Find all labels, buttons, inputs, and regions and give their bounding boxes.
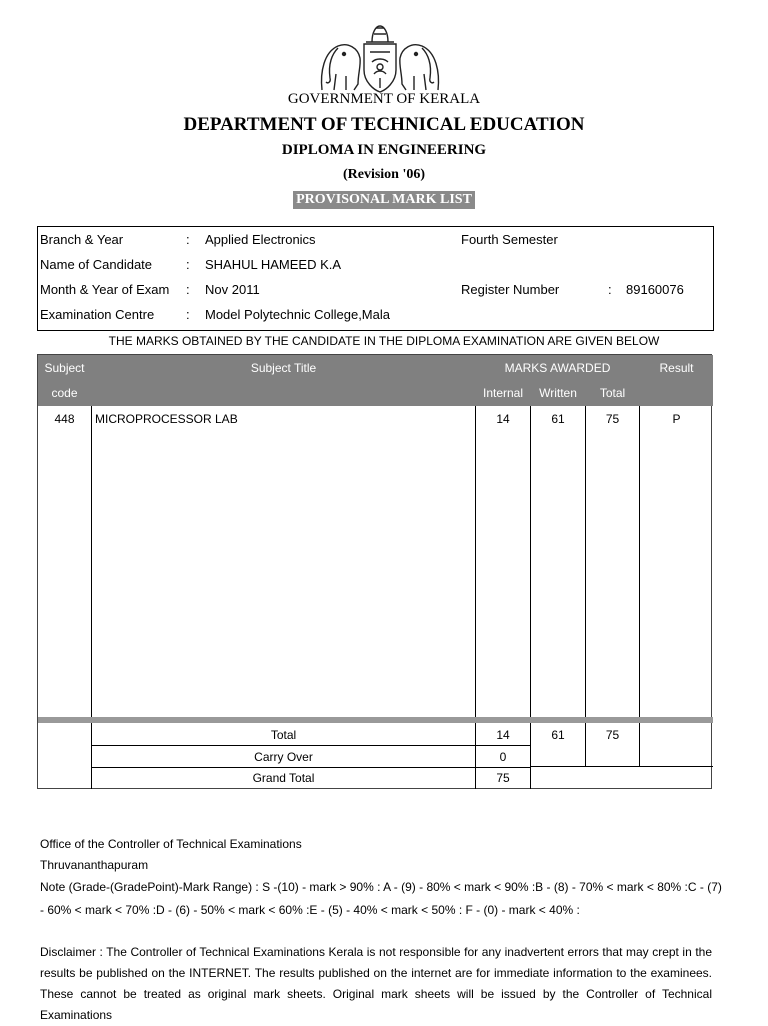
- header-code: code: [51, 386, 78, 400]
- header-total: Total: [599, 386, 626, 400]
- name-value: SHAHUL HAMEED K.A: [205, 257, 342, 272]
- government-title: GOVERNMENT OF KERALA: [287, 91, 481, 107]
- grand-total-value: 75: [496, 771, 510, 785]
- row-code: 448: [54, 412, 75, 426]
- diploma-title: DIPLOMA IN ENGINEERING: [281, 142, 487, 158]
- office-city: Thruvananthapuram: [40, 858, 149, 872]
- total-total: 75: [605, 728, 620, 742]
- centre-value: Model Polytechnic College,Mala: [205, 307, 390, 322]
- grand-total-label: Grand Total: [252, 771, 315, 785]
- month-colon: :: [186, 282, 190, 297]
- grade-note-line-1: Note (Grade-(GradePoint)-Mark Range) : S -(10) - mark > 90% : A - (9) - 80% < mark < 90% :B - (8) - 70% < mark < 80% :C - (7): [40, 880, 722, 894]
- header-marks-awarded: MARKS AWARDED: [504, 361, 611, 375]
- col-divider: [475, 406, 476, 717]
- branch-label: Branch & Year: [40, 232, 124, 247]
- department-title: DEPARTMENT OF TECHNICAL EDUCATION: [183, 114, 585, 135]
- row-total: 75: [605, 412, 620, 426]
- name-label: Name of Candidate: [40, 257, 153, 272]
- office-name: Office of the Controller of Technical Examinations: [40, 837, 302, 851]
- centre-colon: :: [186, 307, 190, 322]
- centre-label: Examination Centre: [40, 307, 155, 322]
- header-subject-title: Subject Title: [250, 361, 317, 375]
- mark-list-title-wrap: [0, 190, 768, 209]
- col-divider: [585, 406, 586, 717]
- col-divider: [530, 406, 531, 717]
- row-divider: [530, 766, 713, 767]
- header-subject: Subject: [44, 361, 85, 375]
- col-divider: [639, 723, 640, 766]
- month-value: Nov 2011: [205, 282, 260, 297]
- marks-intro-note: THE MARKS OBTAINED BY THE CANDIDATE IN THE DIPLOMA EXAMINATION ARE GIVEN BELOW: [108, 334, 660, 348]
- carry-over-value: 0: [499, 750, 507, 764]
- grade-note-line-2: - 60% < mark < 70% :D - (6) - 50% < mark < 60% :E - (5) - 40% < mark < 50% : F - (0) - mark < 40% :: [40, 903, 580, 917]
- register-colon: :: [608, 282, 612, 297]
- revision-label: (Revision '06): [342, 167, 426, 182]
- branch-value: Applied Electronics: [205, 232, 316, 247]
- marks-table-header: [38, 355, 713, 406]
- col-divider: [639, 406, 640, 717]
- row-title: MICROPROCESSOR LAB: [95, 412, 238, 426]
- candidate-info-box: [37, 226, 714, 331]
- carry-over-label: Carry Over: [254, 750, 313, 764]
- month-label: Month & Year of Exam: [40, 282, 170, 297]
- row-divider: [92, 767, 530, 768]
- name-colon: :: [186, 257, 190, 272]
- row-written: 61: [551, 412, 565, 426]
- col-divider: [91, 406, 92, 717]
- header-internal: Internal: [482, 386, 524, 400]
- row-divider: [92, 745, 530, 746]
- kerala-emblem-icon: [314, 22, 446, 96]
- header-result: Result: [659, 361, 694, 375]
- branch-colon: :: [186, 232, 190, 247]
- disclaimer-text: Disclaimer : The Controller of Technical Examinations Kerala is not responsible for any inadvertent errors that may crept in the results be published on the INTERNET. The results published on the internet are for immediate information to the examinees. These cannot be treated as original mark sheets. Original mark sheets will be issued by the Controller of Technical Examinations: [40, 945, 712, 1022]
- semester-value: Fourth Semester: [461, 232, 558, 247]
- header-written: Written: [539, 386, 577, 400]
- mark-list-title: PROVISONAL MARK LIST: [293, 191, 475, 209]
- row-internal: 14: [496, 412, 510, 426]
- register-label: Register Number: [461, 282, 560, 297]
- row-result: P: [672, 412, 681, 426]
- total-internal: 14: [496, 728, 510, 742]
- total-label: Total: [270, 728, 297, 742]
- marks-table: [37, 354, 712, 789]
- total-written: 61: [551, 728, 565, 742]
- register-value: 89160076: [626, 282, 684, 297]
- table-separator: [38, 717, 713, 723]
